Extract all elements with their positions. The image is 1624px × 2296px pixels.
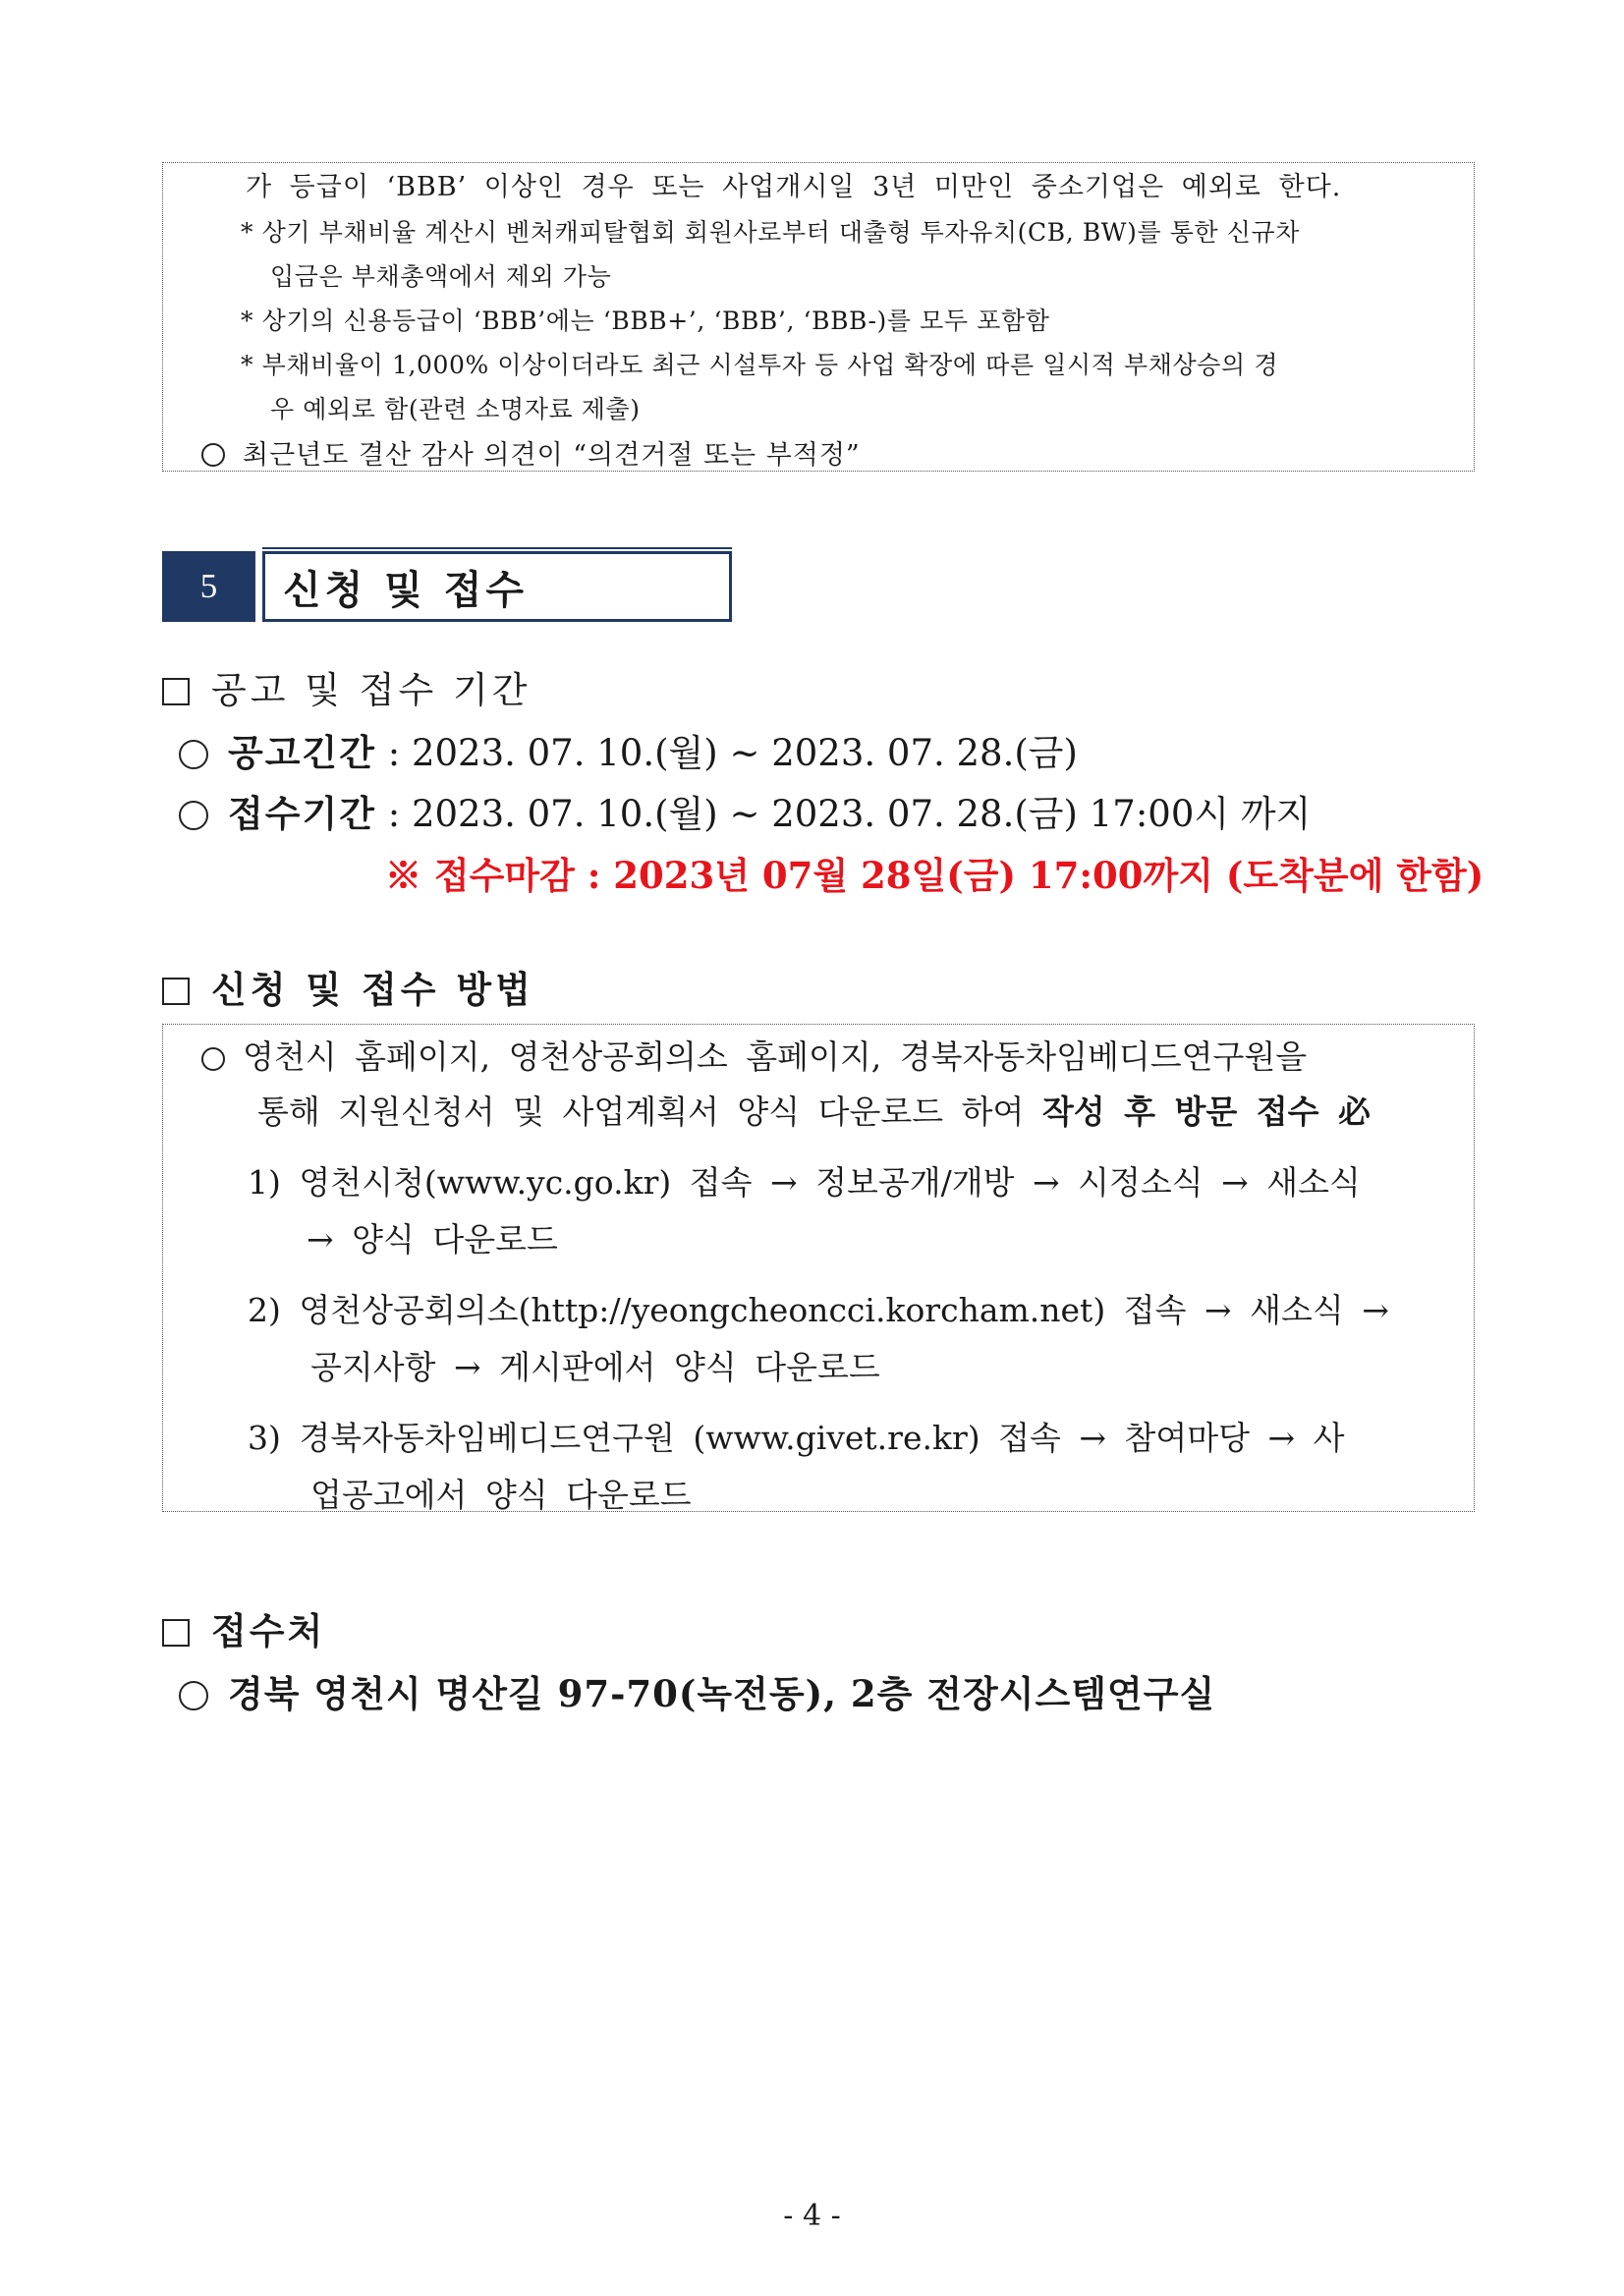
- place-address: [179, 1664, 1215, 1717]
- step-givet-cont: 업공고에서 양식 다운로드: [310, 1476, 692, 1514]
- section-number: 5: [162, 551, 255, 622]
- method-heading: [162, 960, 534, 1013]
- circle-bullet-icon: [179, 1681, 208, 1710]
- circle-bullet-icon: [179, 740, 208, 769]
- method-intro-text: 영천시 홈페이지, 영천상공회의소 홈페이지, 경북자동차임베디드연구원을: [243, 1037, 1308, 1076]
- note-exception: * 부채비율이 1,000% 이상이더라도 최근 시설투자 등 사업 확장에 따른 일시적 부채상승의 경: [241, 351, 1279, 379]
- notice-period: [179, 723, 1078, 776]
- step-givet: 3) 경북자동차임베디드연구원 (www.givet.re.kr) 접속 → 참여마당 → 사: [248, 1419, 1345, 1457]
- receipt-label: 접수기간: [228, 792, 376, 835]
- step-yc-cont: → 양식 다운로드: [307, 1220, 558, 1259]
- note-credit-grade: * 상기의 신용등급이 ‘BBB’에는 ‘BBB+’, ‘BBB’, ‘BBB-)를 모두 포함함: [241, 307, 1050, 335]
- checkbox-square-icon: [162, 678, 190, 705]
- audit-opinion-text: 최근년도 결산 감사 의견이 “의견거절 또는 부적정”: [243, 440, 861, 471]
- page-number: - 4 -: [783, 2199, 841, 2233]
- step-korcham: 2) 영천상공회의소(http://yeongcheoncci.korcham.net) 접속 → 새소식 →: [248, 1291, 1389, 1329]
- eligibility-line: 가 등급이 ‘BBB’ 이상인 경우 또는 사업개시일 3년 미만인 중소기업은 예외로 한다.: [246, 172, 1342, 202]
- audit-opinion-item: [201, 433, 861, 472]
- note-debt-ratio-cont: 입금은 부채총액에서 제외 가능: [270, 262, 612, 291]
- step-korcham-cont: 공지사항 → 게시판에서 양식 다운로드: [310, 1348, 880, 1386]
- receipt-period: [179, 784, 1311, 837]
- method-intro-cont: [257, 1087, 1371, 1133]
- notice-value: : 2023. 07. 10.(월) ~ 2023. 07. 28.(금): [387, 732, 1078, 774]
- note-debt-ratio: * 상기 부채비율 계산시 벤처캐피탈협회 회원사로부터 대출형 투자유치(CB, BW)를 통한 신규차: [241, 218, 1301, 247]
- circle-bullet-icon: [201, 1047, 225, 1071]
- deadline-notice: ※ 접수마감 : 2023년 07월 28일(금) 17:00까지 (도착분에 한함): [385, 854, 1484, 897]
- method-intro: [201, 1032, 1307, 1078]
- period-heading-text: 공고 및 접수 기간: [211, 669, 532, 711]
- circle-bullet-icon: [201, 443, 225, 467]
- method-intro-emphasis: 작성 후 방문 접수 必: [1041, 1092, 1371, 1131]
- section-title: 신청 및 접수: [262, 551, 732, 622]
- method-intro-cont-text: 통해 지원신청서 및 사업계획서 양식 다운로드 하여: [257, 1092, 1025, 1131]
- checkbox-square-icon: [162, 978, 190, 1005]
- place-heading: [162, 1601, 325, 1654]
- receipt-value: : 2023. 07. 10.(월) ~ 2023. 07. 28.(금) 17:00시 까지: [387, 793, 1312, 835]
- notice-label: 공고긴간: [228, 731, 376, 774]
- step-yc: 1) 영천시청(www.yc.go.kr) 접속 → 정보공개/개방 → 시정소식 → 새소식: [248, 1163, 1361, 1202]
- checkbox-square-icon: [162, 1619, 190, 1647]
- method-heading-text: 신청 및 접수 방법: [211, 968, 534, 1011]
- place-heading-text: 접수처: [211, 1609, 326, 1652]
- place-address-text: 경북 영천시 명산길 97-70(녹전동), 2층 전장시스템연구실: [228, 1672, 1216, 1715]
- period-heading: [162, 660, 531, 713]
- note-exception-cont: 우 예외로 함(관련 소명자료 제출): [270, 395, 641, 423]
- circle-bullet-icon: [179, 801, 208, 830]
